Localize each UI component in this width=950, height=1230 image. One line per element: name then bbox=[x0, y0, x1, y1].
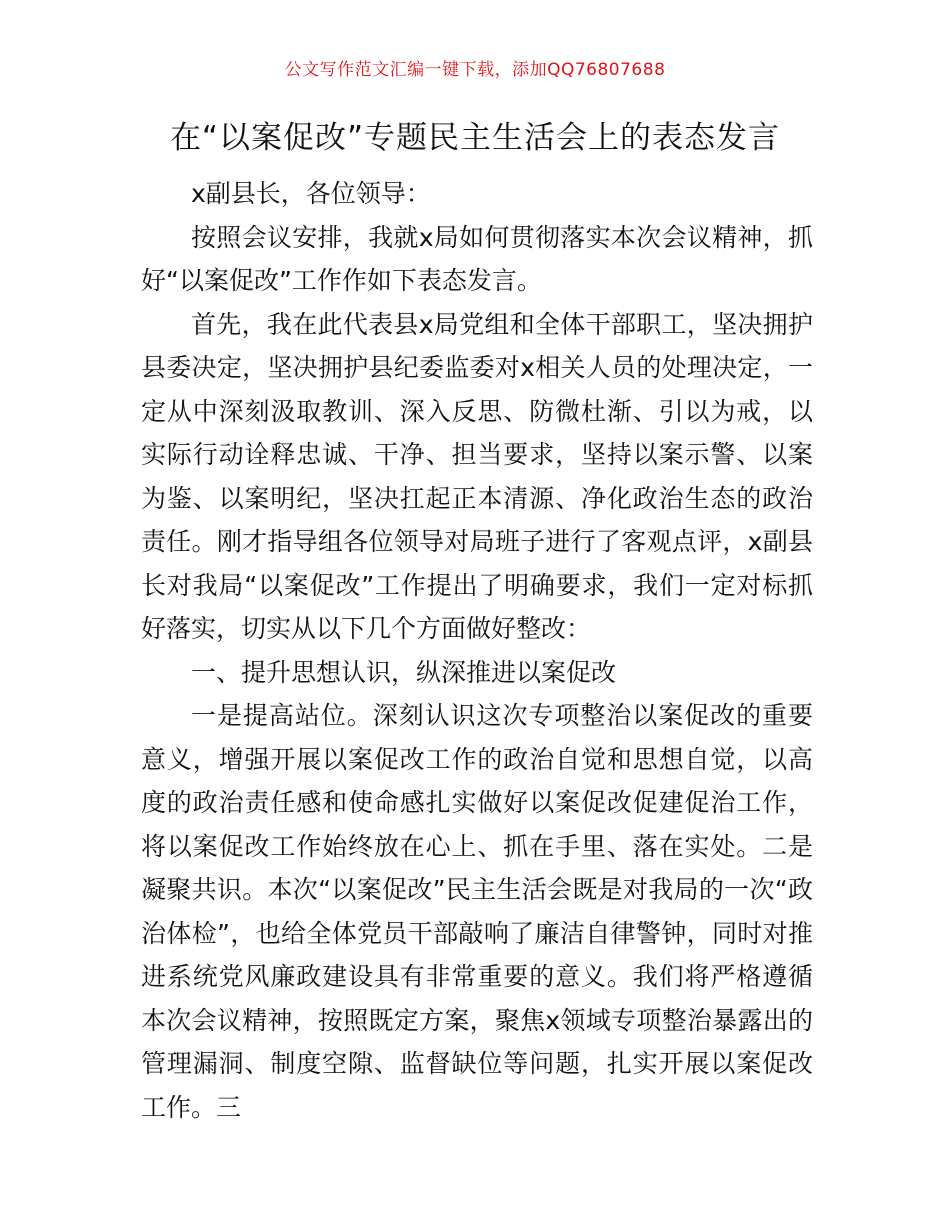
salutation: x副县长，各位领导： bbox=[191, 179, 431, 208]
document-title: 在“以案促改”专题民主生活会上的表态发言 bbox=[169, 120, 781, 156]
section-heading: 一、提升思想认识，纵深推进以案促改 bbox=[191, 657, 617, 687]
download-banner: 公文写作范文汇编一键下载，添加QQ76807688 bbox=[284, 60, 666, 80]
intro-paragraph: 按照会议安排，我就x局如何贯彻落实本次会议精神，抓好“以案促改”工作作如下表态发言。 bbox=[141, 222, 813, 295]
body-paragraph: 首先，我在此代表县x局党组和全体干部职工，坚决拥护县委决定，坚决拥护县纪委监委对x相关人员的处理决定，一定从中深刻汲取教训、深入反思、防微杜渐、引以为戒，以实际行动诠释忠诚、干净、担当要求，坚持以案示警、以案为鉴、以案明纪，坚决扛起正本清源、净化政治生态的政治责任。刚才指导组各位领导对局班子进行了客观点评，x副县长对我局“以案促改”工作提出了明确要求，我们一定对标抓好落实，切实从以下几个方面做好整改： bbox=[141, 309, 813, 643]
body-paragraph: 一是提高站位。深刻认识这次专项整治以案促改的重要意义，增强开展以案促改工作的政治自觉和思想自觉，以高度的政治责任感和使命感扎实做好以案促改促建促治工作，将以案促改工作始终放在心上、抓在手里、落在实处。二是凝聚共识。本次“以案促改”民主生活会既是对我局的一次“政治体检”，也给全体党员干部敲响了廉洁自律警钟，同时对推进系统党风廉政建设具有非常重要的意义。我们将严格遵循本次会议精神，按照既定方案，聚焦x领域专项整治暴露出的管理漏洞、制度空隙、监督缺位等问题，扎实开展以案促改工作。三 bbox=[141, 701, 813, 1122]
document-body bbox=[141, 172, 813, 1129]
